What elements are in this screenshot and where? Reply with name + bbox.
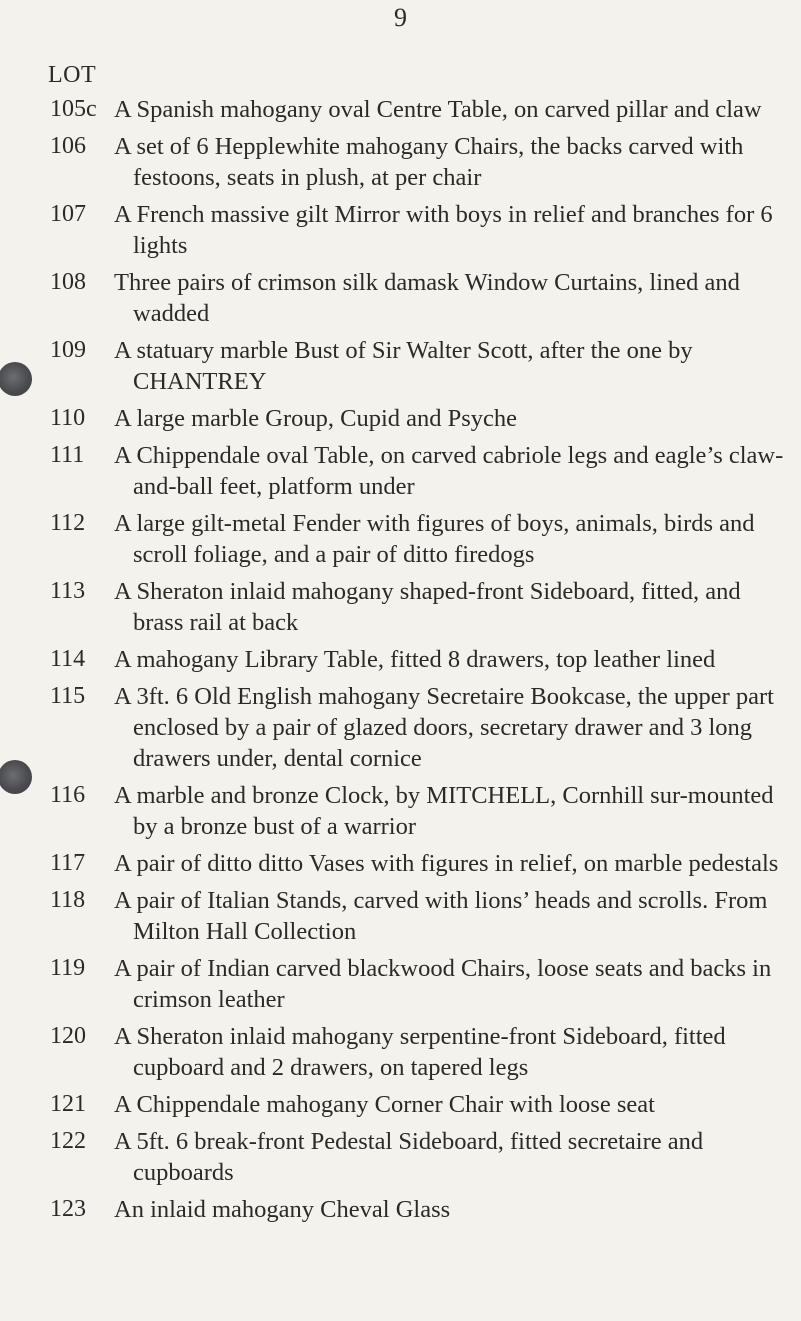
- lot-number: 115: [50, 683, 86, 709]
- lot-number: 117: [50, 850, 86, 876]
- lot-number: 116: [50, 782, 86, 808]
- lot-description: A pair of ditto ditto Vases with figures in relief, on marble pedestals: [114, 850, 779, 877]
- lot-description: An inlaid mahogany Cheval Glass: [114, 1196, 451, 1223]
- lot-number: 112: [50, 510, 86, 536]
- lot-number: 110: [50, 405, 86, 431]
- lot-description: A 3ft. 6 Old English mahogany Secretaire Bookcase, the upper part enclosed by a pair of glazed doors, secretary drawer and 3 long drawers under, dental cornice: [114, 683, 774, 772]
- lot-description: A marble and bronze Clock, by MITCHELL, Cornhill sur-mounted by a bronze bust of a warrior: [114, 782, 774, 840]
- lot-entry: [0, 267, 801, 329]
- lot-number: 108: [50, 269, 86, 295]
- lot-entry: [0, 94, 801, 125]
- lot-entry: [0, 335, 801, 397]
- lot-entry: [0, 508, 801, 570]
- lot-description: A Sheraton inlaid mahogany shaped-front Sideboard, fitted, and brass rail at back: [114, 578, 741, 636]
- lot-description: A Chippendale oval Table, on carved cabriole legs and eagle’s claw-and-ball feet, platform under: [114, 442, 784, 500]
- lot-number: 111: [50, 442, 85, 468]
- lot-entry: [0, 1194, 801, 1225]
- lot-number: 119: [50, 955, 86, 981]
- lot-entry: [0, 681, 801, 774]
- lot-entry: [0, 780, 801, 842]
- lot-number: 106: [50, 133, 86, 159]
- lot-entry: [0, 576, 801, 638]
- lot-description: A 5ft. 6 break-front Pedestal Sideboard, fitted secretaire and cupboards: [114, 1128, 704, 1186]
- lot-description: A statuary marble Bust of Sir Walter Scott, after the one by CHANTREY: [114, 337, 693, 395]
- lot-entry: [0, 1126, 801, 1188]
- lot-description: A large marble Group, Cupid and Psyche: [114, 405, 518, 432]
- lot-entry: [0, 131, 801, 193]
- lot-number: 123: [50, 1196, 86, 1222]
- lot-description: A mahogany Library Table, fitted 8 drawers, top leather lined: [114, 646, 716, 673]
- lot-description: A set of 6 Hepplewhite mahogany Chairs, the backs carved with festoons, seats in plush, at per chair: [114, 133, 744, 191]
- lot-description: A Sheraton inlaid mahogany serpentine-front Sideboard, fitted cupboard and 2 drawers, on tapered legs: [114, 1023, 726, 1081]
- lot-description: Three pairs of crimson silk damask Window Curtains, lined and wadded: [114, 269, 740, 327]
- lot-description: A pair of Indian carved blackwood Chairs, loose seats and backs in crimson leather: [114, 955, 772, 1013]
- lot-number: 118: [50, 887, 86, 913]
- lot-entry: [0, 848, 801, 879]
- lot-entry: [0, 403, 801, 434]
- lot-number: 109: [50, 337, 86, 363]
- lot-entry: [0, 953, 801, 1015]
- lot-description: A Spanish mahogany oval Centre Table, on carved pillar and claw: [114, 96, 762, 123]
- lot-number: 122: [50, 1128, 86, 1154]
- page-number: 9: [394, 3, 407, 32]
- lot-entry: [0, 1089, 801, 1120]
- lot-number: 120: [50, 1023, 86, 1049]
- lot-list: [0, 94, 801, 1231]
- lot-description: A pair of Italian Stands, carved with lions’ heads and scrolls. From Milton Hall Collection: [114, 887, 768, 945]
- lot-description: A French massive gilt Mirror with boys in relief and branches for 6 lights: [114, 201, 773, 259]
- lot-number: 121: [50, 1091, 86, 1117]
- lot-entry: [0, 440, 801, 502]
- lot-number: 114: [50, 646, 86, 672]
- lot-number: 113: [50, 578, 86, 604]
- lot-entry: [0, 644, 801, 675]
- lot-entry: [0, 885, 801, 947]
- lot-column-header: LOT: [48, 62, 97, 88]
- lot-description: A Chippendale mahogany Corner Chair with loose seat: [114, 1091, 655, 1118]
- lot-entry: [0, 199, 801, 261]
- lot-number: 107: [50, 201, 86, 227]
- lot-description: A large gilt-metal Fender with figures of boys, animals, birds and scroll foliage, and a pair of ditto firedogs: [114, 510, 755, 568]
- lot-number: 105c: [50, 96, 97, 122]
- lot-entry: [0, 1021, 801, 1083]
